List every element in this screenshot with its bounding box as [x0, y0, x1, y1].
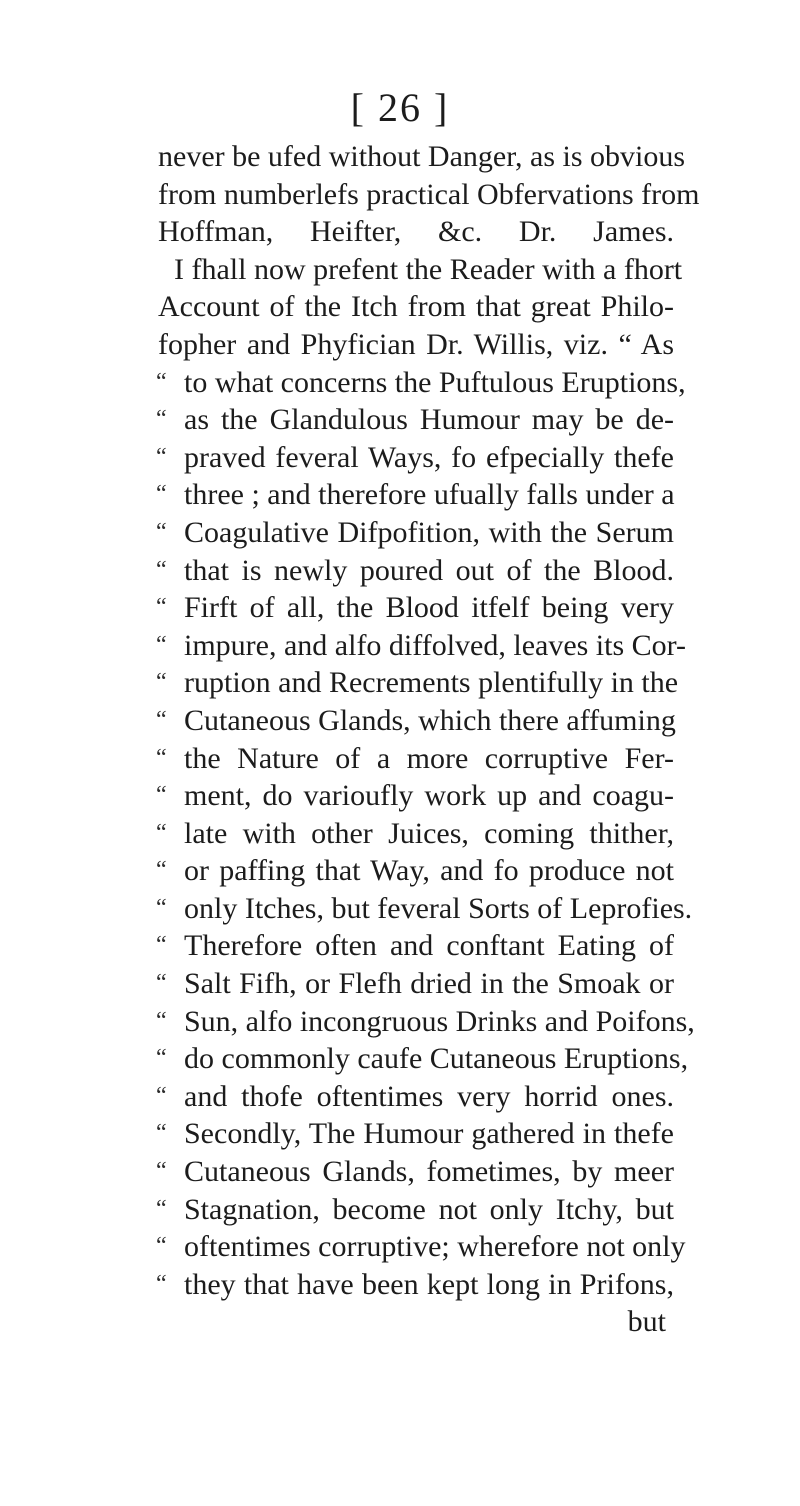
text-line: fopher and Phyfician Dr. Willis, viz. “ As — [158, 327, 674, 361]
text-line: “ only Itches, but feveral Sorts of Leprofies. — [158, 890, 674, 928]
text-line: “ as the Glandulous Humour may be de- — [158, 401, 674, 439]
text-line: “ and thofe oftentimes very horrid ones. — [158, 1078, 674, 1116]
text-line: “ ment, do varioufly work up and coagu- — [158, 777, 674, 815]
text-line: Account of the Itch from that great Philo- — [158, 290, 674, 324]
page-number — [0, 84, 800, 132]
text-line: “ ruption and Recrements plentifully in the — [158, 664, 674, 702]
text-line: “ that is newly poured out of the Blood. — [158, 552, 674, 590]
text-line: “ Cutaneous Glands, fometimes, by meer — [158, 1153, 674, 1191]
text-line: “ late with other Juices, coming thither, — [158, 815, 674, 853]
text-line: I fhall now prefent the Reader with a fhort — [174, 252, 683, 286]
text-line: “ to what concerns the Puftulous Eruptions, — [158, 364, 674, 402]
text-line: never be ufed without Danger, as is obvious — [158, 140, 686, 173]
text-line: “ they that have been kept long in Prifons, — [158, 1266, 674, 1304]
text-line: “ Salt Fifh, or Flefh dried in the Smoak or — [158, 965, 674, 1003]
text-line: “ oftentimes corruptive; wherefore not only — [158, 1228, 674, 1266]
text-line: “ Stagnation, become not only Itchy, but — [158, 1191, 674, 1229]
text-line: “ Coagulative Difpofition, with the Serum — [158, 514, 674, 552]
text-line: “ Sun, alfo incongruous Drinks and Poifons, — [158, 1003, 674, 1041]
text-line: “ Cutaneous Glands, which there affuming — [158, 702, 674, 740]
text-line: “ three ; and therefore ufually falls under a — [158, 476, 674, 514]
catchword: but — [627, 1305, 666, 1339]
text-line: “ praved feveral Ways, fo efpecially thefe — [158, 439, 674, 477]
text-line: “ or paffing that Way, and fo produce not — [158, 852, 674, 890]
page-number-text: [ 26 ] — [350, 85, 450, 130]
body-text — [158, 138, 700, 1341]
text-line: Hoffman, Heifter, &c. Dr. James. — [158, 215, 674, 249]
text-line: “ Secondly, The Humour gathered in thefe — [158, 1115, 674, 1153]
text-line: from numberlefs practical Obfervations from — [158, 177, 700, 211]
text-line: “ do commonly caufe Cutaneous Eruptions, — [158, 1040, 674, 1078]
text-line: “ the Nature of a more corruptive Fer- — [158, 740, 674, 778]
text-line: “ Firft of all, the Blood itfelf being very — [158, 589, 674, 627]
text-line: “ impure, and alfo diffolved, leaves its Cor- — [158, 627, 674, 665]
text-line: “ Therefore often and conftant Eating of — [158, 927, 674, 965]
